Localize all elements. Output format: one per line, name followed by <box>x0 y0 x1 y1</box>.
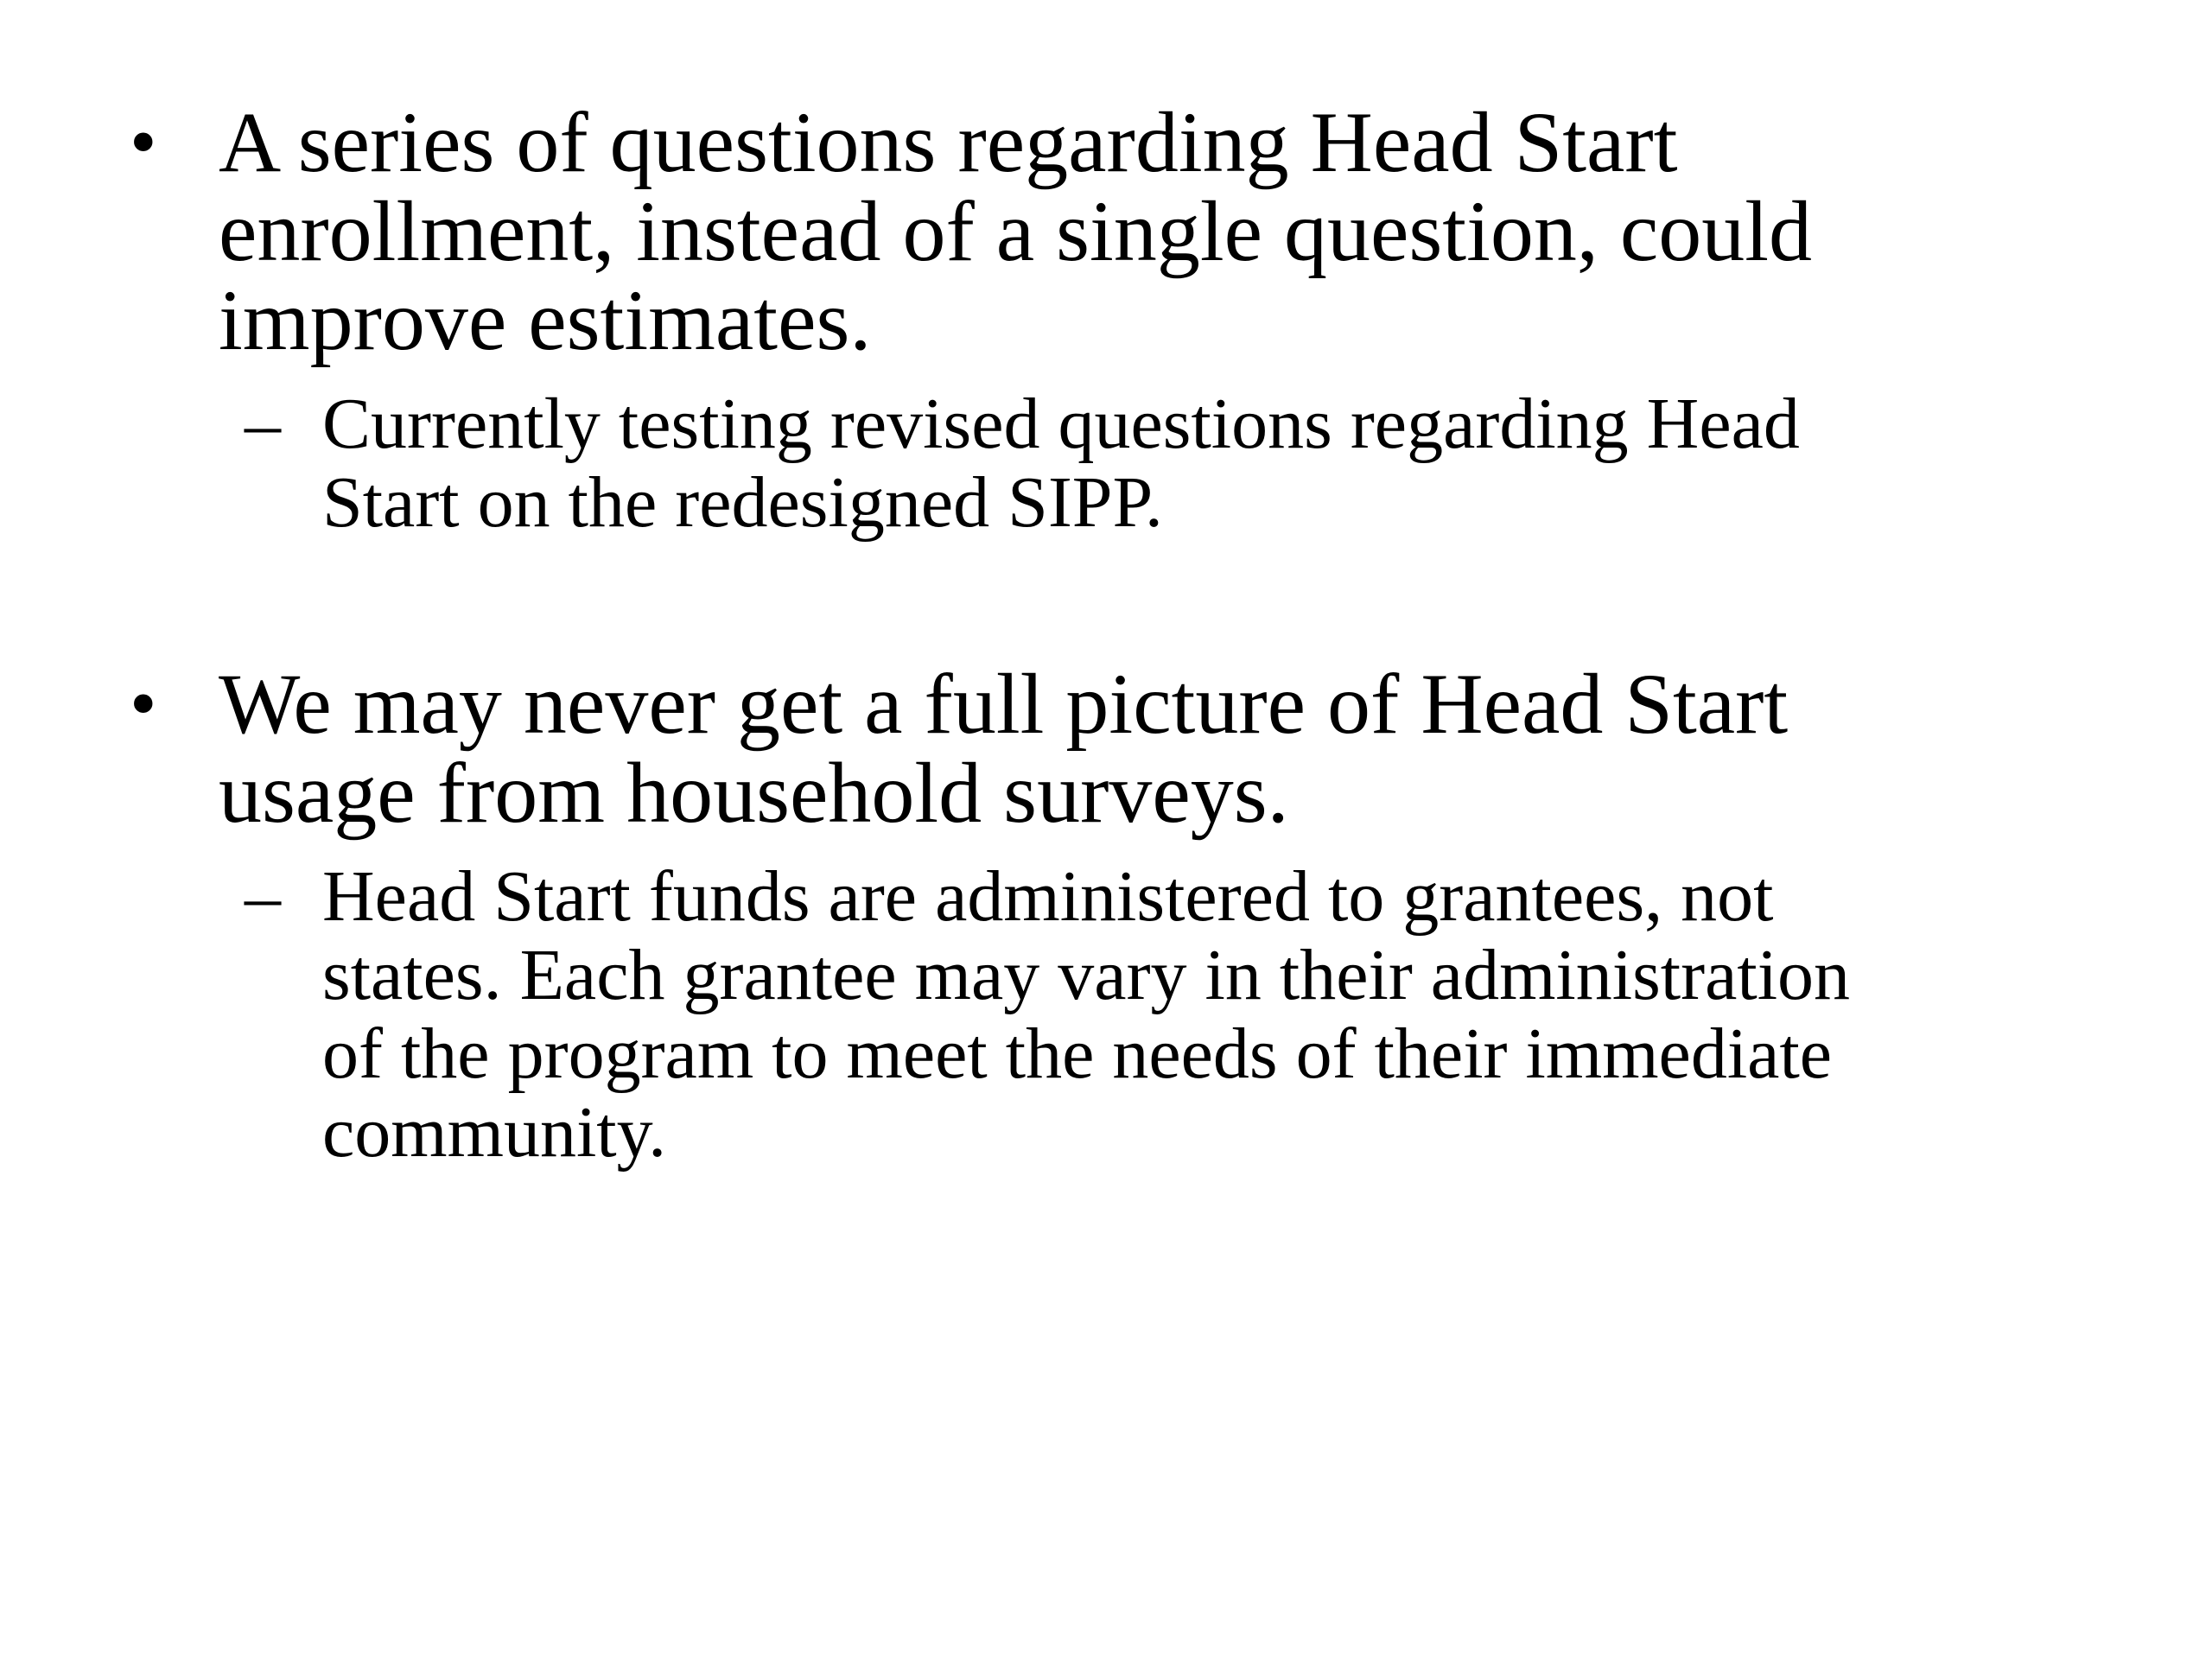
sub-bullet-line: Start on the redesigned SIPP. <box>322 462 1163 543</box>
bullet-text <box>130 656 2120 841</box>
sub-bullet-text <box>245 857 2128 1172</box>
sub-bullet-line: states. Each grantee may vary in their administration <box>322 935 1851 1015</box>
bullet-text <box>130 94 2120 368</box>
bullet-marker: • <box>130 99 157 185</box>
bullet-item <box>130 94 2128 543</box>
bullet-line: improve estimates. <box>219 272 872 368</box>
dash-marker: – <box>245 384 281 464</box>
bullet-line: usage from household surveys. <box>219 745 1289 841</box>
sub-bullet-line: of the program to meet the needs of their immediate <box>322 1014 1833 1094</box>
bullet-line: enrollment, instead of a single question, could <box>219 183 1813 279</box>
sub-bullet-line: Head Start funds are administered to grantees, not <box>322 856 1774 937</box>
sub-bullet-text <box>245 385 2128 542</box>
bullet-item <box>130 656 2128 1173</box>
bullet-line: We may never get a full picture of Head Start <box>219 656 1789 752</box>
sub-bullet-line: community. <box>322 1092 667 1173</box>
dash-marker: – <box>245 856 281 937</box>
bullet-marker: • <box>130 661 157 747</box>
sub-bullet-line: Currently testing revised questions regarding Head <box>322 384 1800 464</box>
bullet-line: A series of questions regarding Head Start <box>219 94 1678 190</box>
